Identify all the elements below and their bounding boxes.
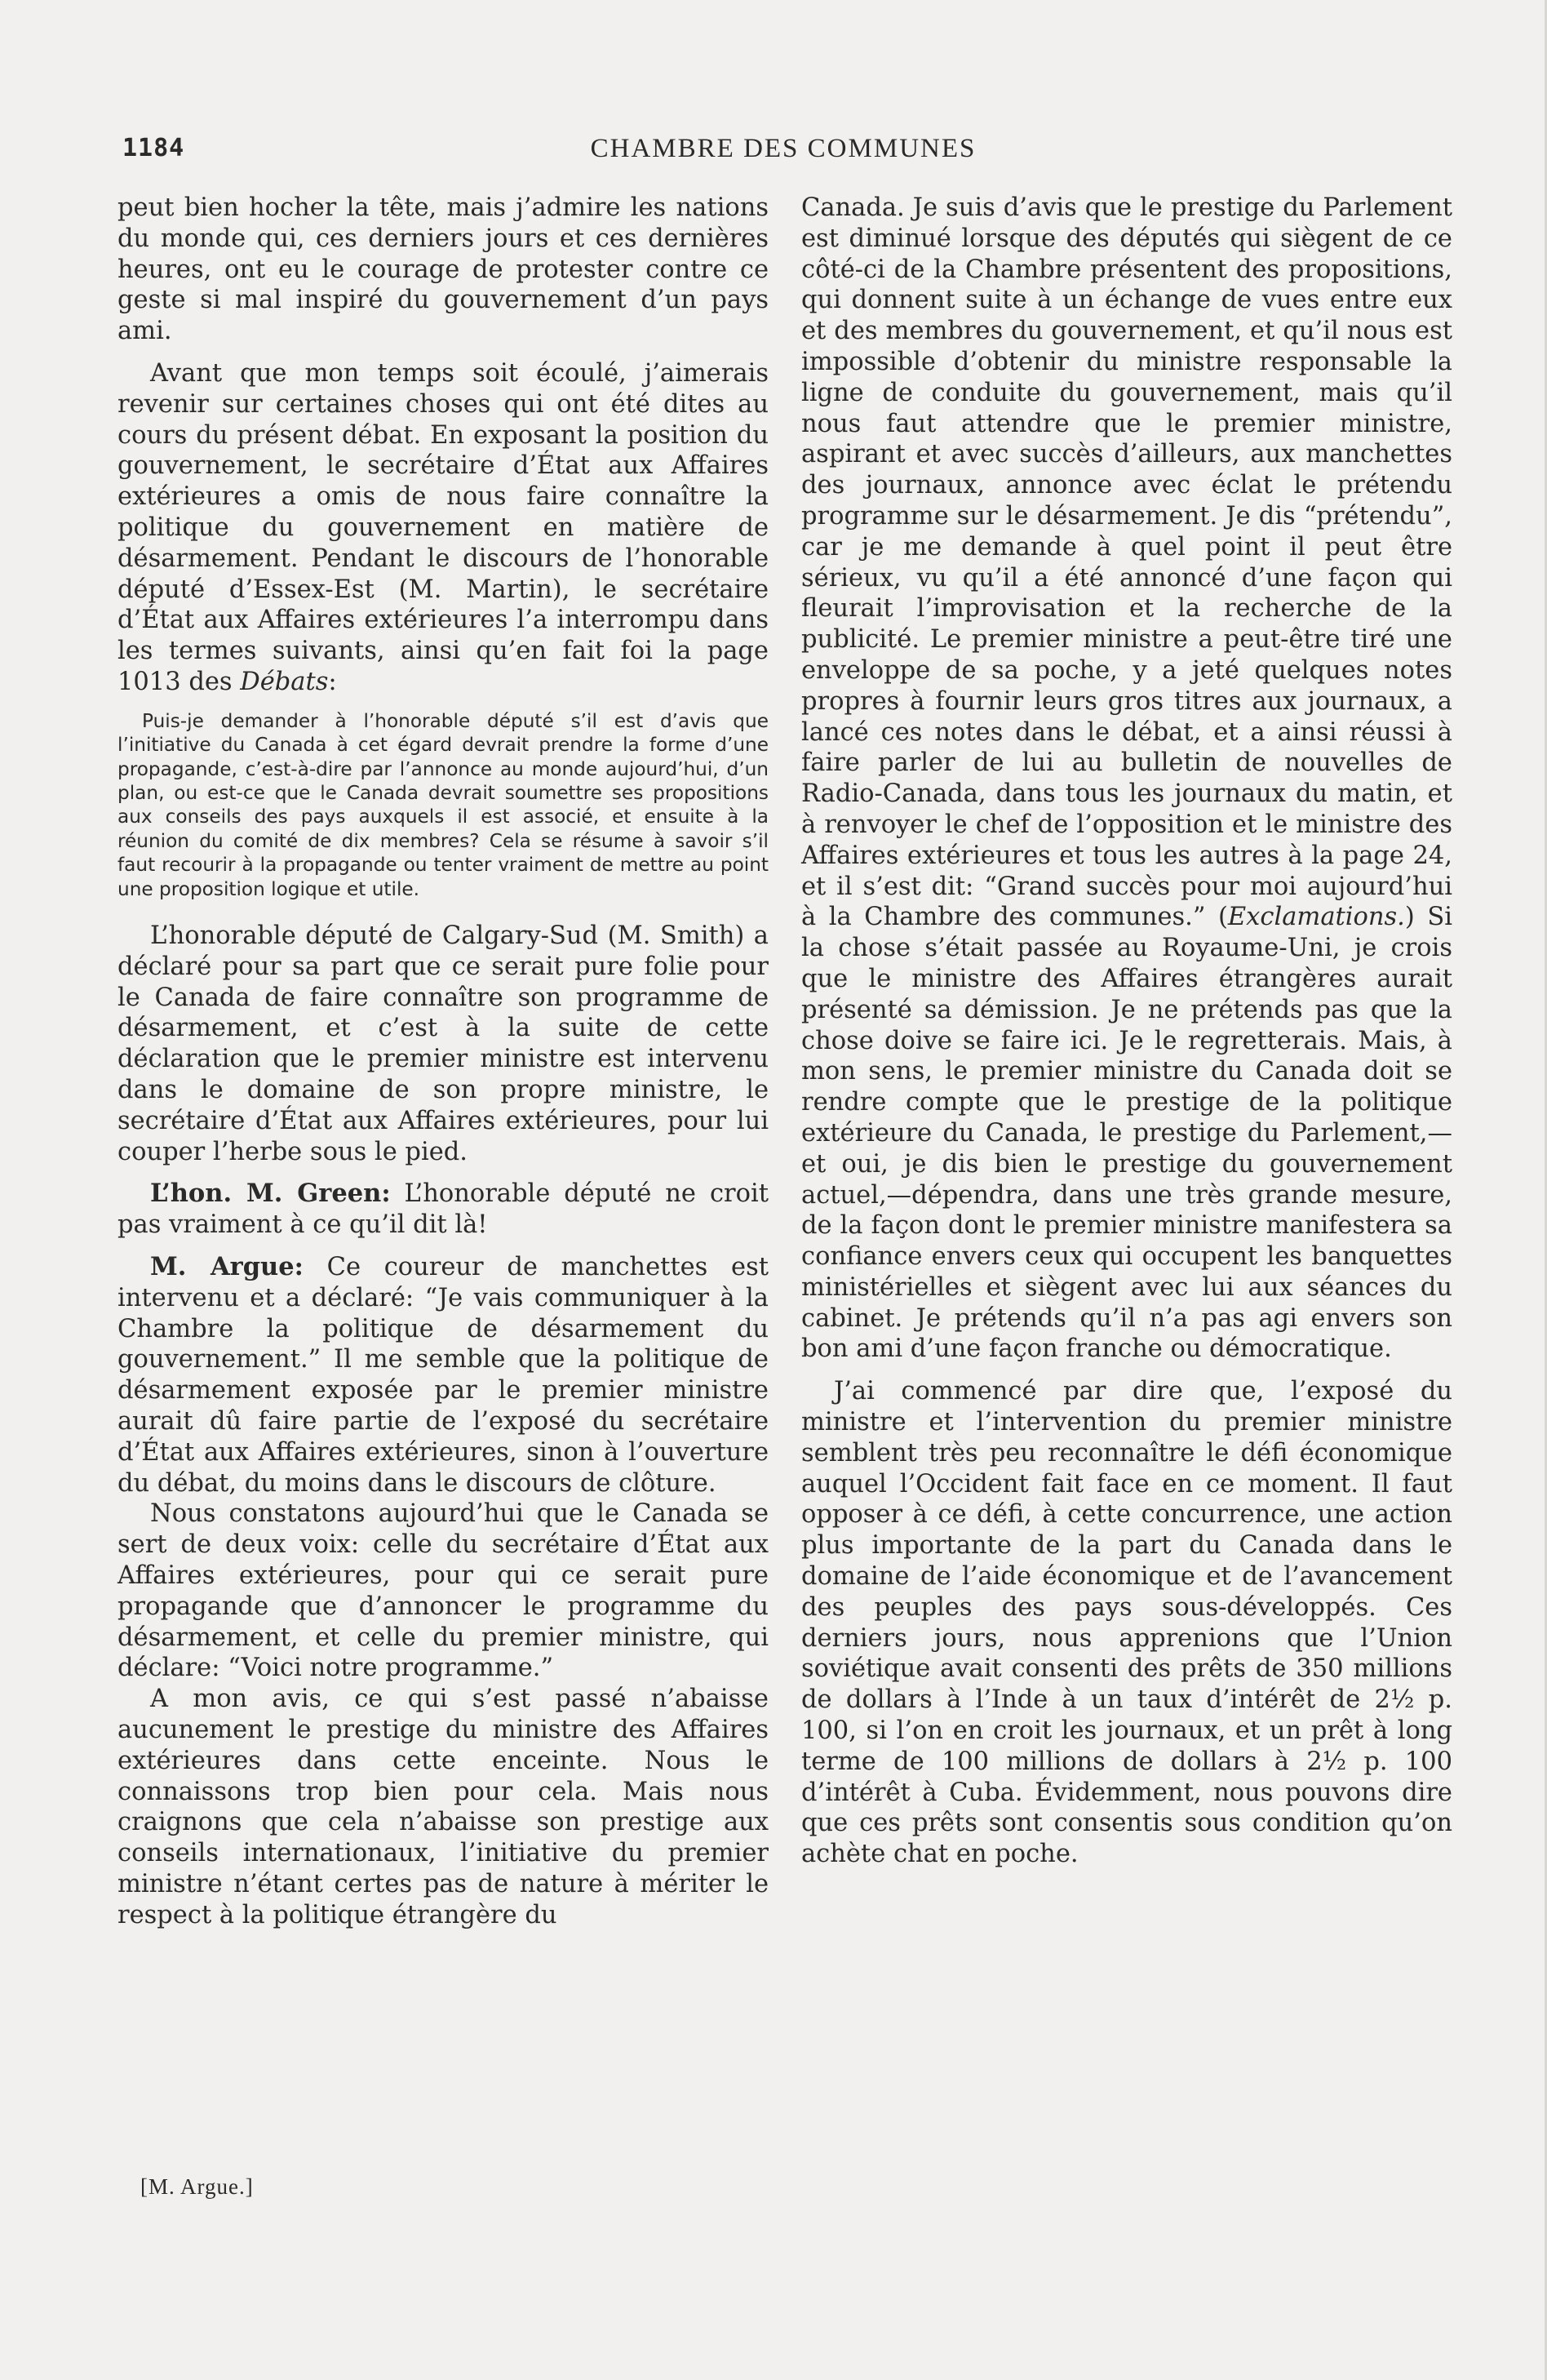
speaker-name: L’hon. M. Green:	[150, 1179, 391, 1209]
speech-text: L’honorable député ne croit pas vraiment à ce qu’il dit là!	[117, 1179, 769, 1240]
italic-citation: Débats	[240, 667, 329, 696]
paragraph: Nous constatons aujourd’hui que le Canada se sert de deux voix: celle du secrétaire d’État aux Affaires extérieures, pour qui ce serait pure propagande que d’annoncer le programme du désarmement, et celle du premier ministre, qui déclare: “Voici notre programme.”	[117, 1499, 769, 1683]
block-quote	[117, 709, 769, 901]
paragraph-continuation: peut bien hocher la tête, mais j’admire les nations du monde qui, ces derniers jours et ces dernières heures, ont eu le courage de protester contre ce geste si mal inspiré du gouvernement d’un pays ami.	[117, 193, 769, 346]
quote-text: Puis-je demander à l’honorable député s’il est d’avis que l’initiative du Canada à cet égard devrait prendre la forme d’une propagande, c’est-à-dire par l’annonce au monde aujourd’hui, d’un plan, ou est-ce que le Canada devrait soumettre ses propositions aux conseils des pays auxquels il est associé, et ensuite à la réunion du comité de dix membres? Cela se résume à savoir s’il faut recourir à la propagande ou tenter vraiment de mettre au point une proposition logique et utile.	[117, 709, 769, 900]
running-head: CHAMBRE DES COMMUNES	[590, 134, 977, 163]
paragraph: L’honorable député de Calgary-Sud (M. Smith) a déclaré pour sa part que ce serait pure folie pour le Canada de faire connaître son programme de désarmement, et c’est à la suite de cette déclaration que le premier ministre est intervenu dans le domaine de son propre ministre, le secrétaire d’État aux Affaires extérieures, pour lui couper l’herbe sous le pied.	[117, 921, 769, 1166]
page-number: 1184	[122, 134, 185, 162]
paragraph: A mon avis, ce qui s’est passé n’abaisse aucunement le prestige du ministre des Affaires extérieures dans cette enceinte. Nous le connaissons trop bien pour cela. Mais nous craignons que cela n’abaisse son prestige aux conseils internationaux, l’initiative du premier ministre n’étant certes pas de nature à mériter le respect à la politique étrangère du	[117, 1685, 769, 1929]
left-column	[117, 193, 769, 1931]
paragraph: J’ai commencé par dire que, l’exposé du ministre et l’intervention du premier ministre semblent très peu reconnaître le défi économique auquel l’Occident fait face en ce moment. Il faut opposer à ce défi, à cette concurrence, une action plus importante de la part du Canada dans le domaine de l’aide économique et de l’avancement des peuples des pays sous-développés. Ces derniers jours, nous apprenions que l’Union soviétique avait consenti des prêts de 350 millions de dollars à l’Inde à un taux d’intérêt de 2½ p. 100, si l’on en croit les journaux, et un prêt à long terme de 100 millions de dollars à 2½ p. 100 d’intérêt à Cuba. Évidemment, nous pouvons dire que ces prêts sont consentis sous condition qu’on achète chat en poche.	[801, 1377, 1452, 1869]
right-column	[801, 193, 1452, 1870]
paragraph-text: ) Si la chose s’était passée au Royaume-Uni, je crois que le ministre des Affaires étrangères aurait présenté sa démission. Je ne prétends pas que la chose doive se faire ici. Je le regretterais. Mais, à mon sens, le premier ministre du Canada doit se rendre compte que le prestige de la politique extérieure du Canada, le prestige du Parlement,—et oui, je dis bien le prestige du gouvernement actuel,—dépendra, dans une très grande mesure, de la façon dont le premier ministre manifestera sa confiance envers ceux qui occupent les banquettes ministérielles et siègent avec lui aux séances du cabinet. Je prétends qu’il n’a pas agi envers son bon ami d’une façon franche ou démocratique.	[801, 903, 1452, 1364]
speech-paragraph	[117, 1252, 769, 1499]
page-header	[122, 134, 1444, 175]
italic-aside: Exclamations.	[1227, 903, 1405, 932]
paragraph	[117, 358, 769, 698]
speaker-name: M. Argue:	[150, 1251, 304, 1281]
speech-text: Ce coureur de manchettes est intervenu et a déclaré: “Je vais communiquer à la Chambre la politique de désarmement du gouvernement.” Il me semble que la politique de désarmement exposée par le premier ministre aurait dû faire partie de l’exposé du secrétaire d’État aux Affaires extérieures, sinon à l’ouverture du débat, du moins dans le discours de clôture.	[117, 1252, 769, 1498]
speaker-attribution: [M. Argue.]	[140, 2174, 254, 2199]
paragraph-continuation	[801, 193, 1452, 1365]
paragraph-text: :	[328, 667, 337, 696]
paragraph-text: Avant que mon temps soit écoulé, j’aimerais revenir sur certaines choses qui ont été dites au cours du présent débat. En exposant la position du gouvernement, le secrétaire d’État aux Affaires extérieures a omis de nous faire connaître la politique du gouvernement en matière de désarmement. Pendant le discours de l’honorable député d’Essex-Est (M. Martin), le secrétaire d’État aux Affaires extérieures l’a interrompu dans les termes suivants, ainsi qu’en fait foi la page 1013 des	[117, 358, 769, 696]
speech-paragraph	[117, 1179, 769, 1241]
paragraph-text: Canada. Je suis d’avis que le prestige du Parlement est diminué lorsque des députés qui siègent de ce côté-ci de la Chambre présentent des propositions, qui donnent suite à un échange de vues entre eux et des membres du gouvernement, et qu’il nous est impossible d’obtenir du ministre responsable la ligne de conduite du gouvernement, mais qu’il nous faut attendre que le premier ministre, aspirant et avec succès d’ailleurs, aux manchettes des journaux, annonce avec éclat le prétendu programme sur le désarmement. Je dis “prétendu”, car je me demande à quel point il peut être sérieux, vu qu’il a été annoncé d’une façon qui fleurait l’improvisation et la recherche de la publicité. Le premier ministre a peut-être tiré une enveloppe de sa poche, y a jeté quelques notes propres à fournir leurs gros titres aux journaux, a lancé ces notes dans le débat, et a ainsi réussi à faire parler de lui au bulletin de nouvelles de Radio-Canada, dans tous les journaux du matin, et à renvoyer le chef de l’opposition et le ministre des Affaires extérieures et tous les autres à la page 24, et il s’est dit: “Grand succès pour moi aujourd’hui à la Chambre des communes.” (	[801, 193, 1452, 932]
